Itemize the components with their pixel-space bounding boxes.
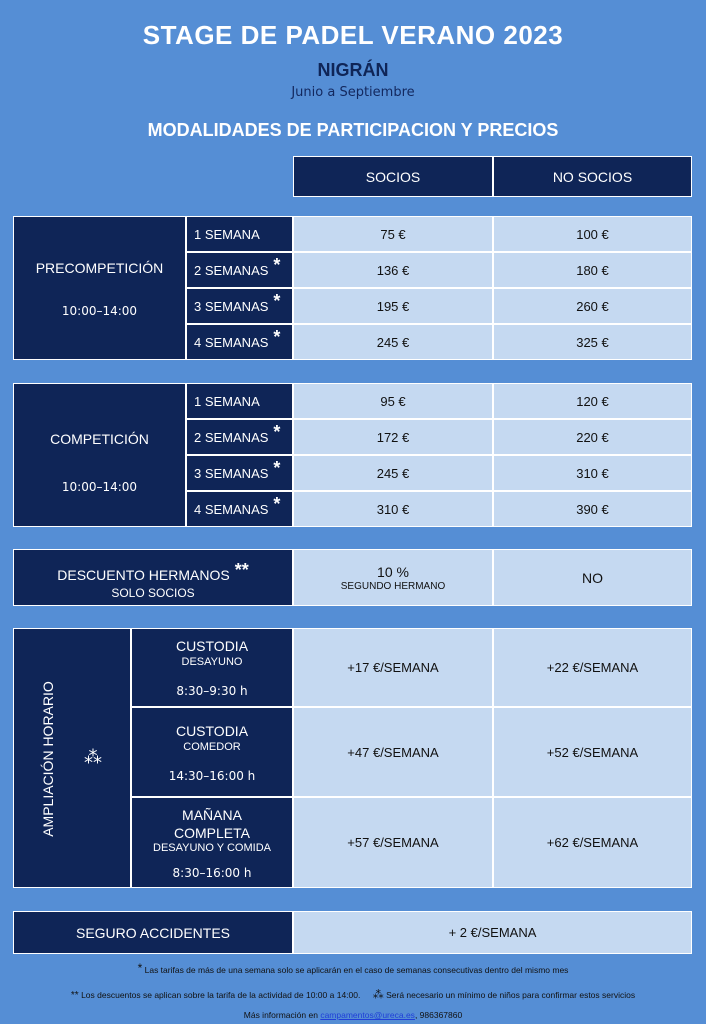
ampliacion-row-comedor: CUSTODIA COMEDOR 14:30–16:00 h [131,707,293,797]
descuento-title: DESCUENTO HERMANOS [57,567,230,583]
ampliacion-title: AMPLIACIÓN HORARIO [40,681,56,837]
email-link[interactable]: campamentos@ureca.es [320,1010,415,1020]
table-row-weeks: 1 SEMANA [186,216,293,252]
asterisk-mark: * [273,421,281,442]
price-socios: +57 €/SEMANA [293,797,493,888]
price-socios: 245 € [293,324,493,360]
price-socios: 310 € [293,491,493,527]
seguro-value: + 2 €/SEMANA [293,911,692,954]
asterisk-mark: * [273,326,281,347]
asterisk-mark: * [273,290,281,311]
descuento-socios-cell [293,549,493,606]
ampliacion-row-desayuno: CUSTODIA DESAYUNO 8:30–9:30 h [131,628,293,707]
price-no-socios: 310 € [493,455,692,491]
footer-info: Más información en campamentos@ureca.es, 986367860 [243,1010,463,1020]
footer-note-2: ** Los descuentos se aplican sobre la tarifa de la actividad de 10:00 a 14:00. ⁂ Será necesario un mínimo de niños para confirmar estos servicios [70,989,636,1001]
price-no-socios: 180 € [493,252,692,288]
triple-asterisk-mark: ⁂ [84,747,102,767]
page-title: STAGE DE PADEL VERANO 2023 [142,20,564,50]
price-socios: +47 €/SEMANA [293,707,493,797]
price-no-socios: 260 € [493,288,692,324]
table-row-weeks: 3 SEMANAS * [186,288,293,324]
location-title: NIGRÁN [317,60,389,80]
precompeticion-name: PRECOMPETICIÓN [35,260,164,276]
price-no-socios: 390 € [493,491,692,527]
price-socios: 95 € [293,383,493,419]
price-no-socios: +22 €/SEMANA [493,628,692,707]
column-header-no-socios: NO SOCIOS [493,156,692,197]
dates-subtitle: Junio a Septiembre [291,85,415,100]
table-row-weeks: 2 SEMANAS * [186,419,293,455]
descuento-socios-sub: SEGUNDO HERMANO [340,581,446,592]
table-row-weeks: 1 SEMANA [186,383,293,419]
precompeticion-schedule: 10:00–14:00 [61,304,138,318]
section-title: MODALIDADES DE PARTICIPACION Y PRECIOS [147,120,559,140]
descuento-label [13,549,293,606]
price-no-socios: 220 € [493,419,692,455]
descuento-sub: SOLO SOCIOS [111,586,195,600]
competicion-name: COMPETICIÓN [50,431,149,447]
price-socios: 245 € [293,455,493,491]
price-socios: 75 € [293,216,493,252]
asterisk-mark: * [273,254,281,275]
table-row-weeks: 4 SEMANAS * [186,324,293,360]
asterisk-mark: * [273,457,281,478]
descuento-no-socios: NO [493,549,692,606]
price-socios: 136 € [293,252,493,288]
column-header-socios: SOCIOS [293,156,493,197]
precompeticion-label [13,216,186,360]
double-asterisk-mark: ** [234,560,249,580]
price-no-socios: 120 € [493,383,692,419]
price-socios: 195 € [293,288,493,324]
seguro-label: SEGURO ACCIDENTES [13,911,293,954]
price-socios: 172 € [293,419,493,455]
asterisk-mark: * [273,493,281,514]
price-no-socios: +52 €/SEMANA [493,707,692,797]
descuento-socios-value: 10 % [377,564,409,580]
ampliacion-row-completa: MAÑANA COMPLETA DESAYUNO Y COMIDA 8:30–16:00 h [131,797,293,888]
price-no-socios: +62 €/SEMANA [493,797,692,888]
price-socios: +17 €/SEMANA [293,628,493,707]
table-row-weeks: 3 SEMANAS * [186,455,293,491]
ampliacion-label [13,628,131,888]
competicion-label [13,383,186,527]
table-row-weeks: 2 SEMANAS * [186,252,293,288]
footer-note-1: * Las tarifas de más de una semana solo se aplicarán en el caso de semanas consecutivas dentro del mismo mes [137,961,569,975]
price-no-socios: 325 € [493,324,692,360]
competicion-schedule: 10:00–14:00 [61,480,138,494]
price-no-socios: 100 € [493,216,692,252]
table-row-weeks: 4 SEMANAS * [186,491,293,527]
